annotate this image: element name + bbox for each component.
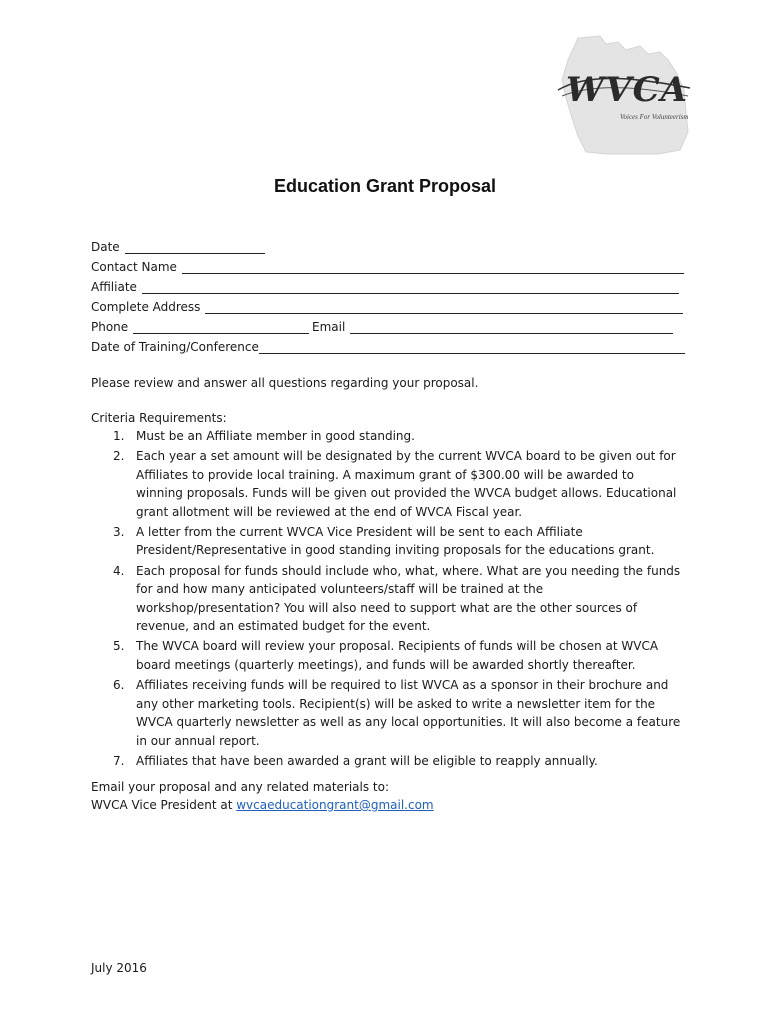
criteria-number: 5.: [113, 639, 125, 654]
date-label: Date: [91, 240, 120, 254]
email-line[interactable]: [350, 319, 673, 334]
criteria-number: 6.: [113, 678, 125, 693]
phone-label: Phone: [91, 320, 129, 334]
phone-line[interactable]: [133, 319, 309, 334]
contact-name-label: Contact Name: [91, 260, 177, 274]
email-label: Email: [312, 320, 346, 334]
criteria-item: [91, 447, 681, 521]
affiliate-label: Affiliate: [91, 280, 137, 294]
criteria-text: Each proposal for funds should include who, what, where. What are you needing the funds for and how many anticipated volunteers/staff will be trained at the workshop/presentation? You will also need to support what are the other sources of revenue, and an estimated budget for the event.: [136, 563, 681, 634]
criteria-item: [91, 637, 681, 674]
email-recipient-line: [91, 796, 434, 814]
criteria-text: A letter from the current WVCA Vice President will be sent to each Affiliate President/Representative in good standing inviting proposals for the educations grant.: [136, 525, 655, 558]
criteria-text: Must be an Affiliate member in good standing.: [136, 429, 415, 443]
email-field[interactable]: [312, 316, 673, 334]
criteria-number: 3.: [113, 525, 125, 540]
date-line[interactable]: [125, 239, 265, 254]
email-instructions-line: Email your proposal and any related materials to:: [91, 780, 390, 794]
criteria-section: [91, 409, 681, 772]
criteria-text: Affiliates that have been awarded a grant will be eligible to reapply annually.: [136, 753, 598, 768]
criteria-item: [91, 676, 681, 750]
training-date-line[interactable]: [259, 339, 685, 354]
criteria-heading: Criteria Requirements:: [91, 411, 227, 425]
email-recipient-prefix: WVCA Vice President at: [91, 798, 237, 812]
contact-name-line[interactable]: [182, 259, 684, 274]
criteria-text: Affiliates receiving funds will be required to list WVCA as a sponsor in their brochure and any other marketing tools. Recipient(s) will be asked to write a newsletter item for the WVCA quarterly newsletter as well as any local opportunities. It will also become a feature in our annual report.: [136, 678, 681, 748]
logo-text: WVCA: [566, 70, 689, 110]
criteria-text: The WVCA board will review your proposal. Recipients of funds will be chosen at WVCA board meetings (quarterly meetings), and funds will be awarded shortly thereafter.: [136, 639, 659, 672]
criteria-item: [91, 523, 681, 560]
training-date-label: Date of Training/Conference: [91, 340, 259, 354]
email-instructions: [91, 778, 434, 814]
phone-field[interactable]: [91, 316, 309, 334]
criteria-list: [91, 427, 681, 770]
email-link[interactable]: wvcaeducationgrant@gmail.com: [236, 798, 434, 812]
training-date-field[interactable]: [91, 336, 685, 354]
logo-tagline: Voices For Volunteerism: [620, 113, 689, 121]
affiliate-line[interactable]: [142, 279, 679, 294]
page-title: Education Grant Proposal: [273, 176, 497, 196]
instructions-text: Please review and answer all questions regarding your proposal.: [91, 376, 479, 390]
footer-date: July 2016: [91, 961, 147, 975]
address-line[interactable]: [205, 299, 683, 314]
contact-name-field[interactable]: [91, 256, 684, 274]
address-label: Complete Address: [91, 300, 201, 314]
criteria-item: [91, 427, 681, 445]
affiliate-field[interactable]: [91, 276, 679, 294]
criteria-item: [91, 752, 681, 770]
criteria-number: 2.: [113, 449, 125, 464]
criteria-number: 4.: [113, 563, 125, 578]
criteria-text: Each year a set amount will be designated by the current WVCA board to be given out for Affiliates to provide local training. A maximum grant of $300.00 will be awarded to winning proposals. Funds will be given out provided the WVCA budget allows. Educational grant allotment will be reviewed at the end of WVCA Fiscal year.: [136, 449, 677, 519]
criteria-number: 7.: [113, 753, 125, 768]
criteria-item: [91, 562, 681, 636]
address-field[interactable]: [91, 296, 683, 314]
criteria-number: 1.: [113, 429, 125, 443]
date-field[interactable]: [91, 236, 265, 254]
